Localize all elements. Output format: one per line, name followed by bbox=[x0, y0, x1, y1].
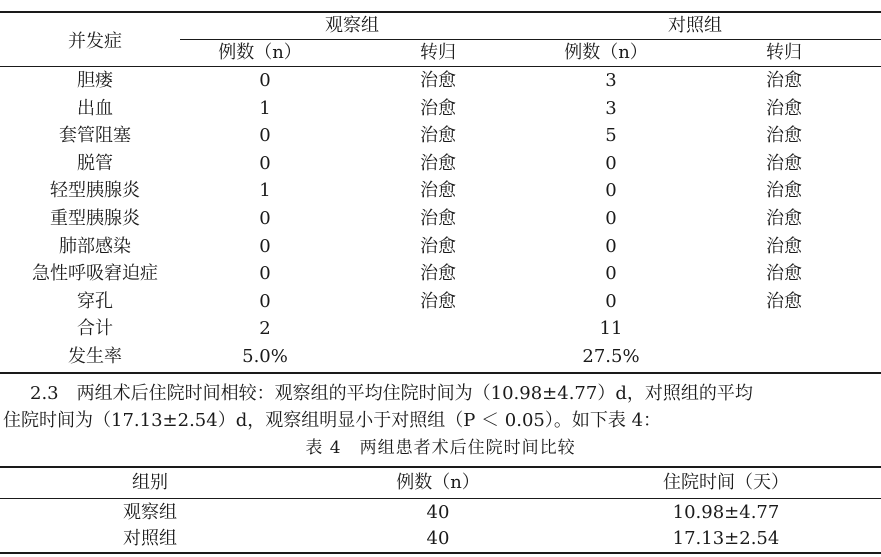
header-ctl-outcome: 转归 bbox=[766, 42, 802, 63]
table-cell-name: 穿孔 bbox=[77, 290, 113, 312]
table-cell-ctl-outcome: 治愈 bbox=[766, 97, 802, 119]
table4-cell-group: 对照组 bbox=[123, 528, 177, 549]
table-cell-ctl-outcome: 治愈 bbox=[766, 263, 802, 285]
table-cell-ctl-n: 3 bbox=[605, 97, 617, 119]
table-cell-ctl-n: 0 bbox=[605, 263, 617, 285]
table4-top-rule bbox=[0, 466, 881, 468]
rate-label: 发生率 bbox=[68, 346, 122, 367]
header-ctl-cases: 例数（n） bbox=[564, 42, 648, 63]
table-cell-ctl-outcome: 治愈 bbox=[766, 125, 802, 147]
table4-cell-time: 17.13±2.54 bbox=[672, 528, 780, 549]
total-ctl: 11 bbox=[599, 318, 623, 340]
table4-caption: 表 4 两组患者术后住院时间比较 bbox=[305, 438, 576, 458]
header-control-group: 对照组 bbox=[668, 15, 722, 36]
group-sub-rule bbox=[180, 39, 881, 40]
table-bottom-rule bbox=[0, 372, 881, 374]
table4-cell-cases: 40 bbox=[426, 528, 450, 549]
table-cell-obs-outcome: 治愈 bbox=[420, 180, 456, 202]
table4-bottom-rule bbox=[0, 552, 881, 554]
table-cell-ctl-n: 0 bbox=[605, 152, 617, 174]
table-cell-obs-outcome: 治愈 bbox=[420, 70, 456, 91]
table-cell-ctl-outcome: 治愈 bbox=[766, 208, 802, 229]
table-cell-obs-n: 1 bbox=[259, 97, 271, 119]
header-obs-cases: 例数（n） bbox=[218, 42, 302, 63]
table-cell-ctl-outcome: 治愈 bbox=[766, 290, 802, 312]
table-cell-name: 轻型胰腺炎 bbox=[50, 180, 140, 202]
table-cell-obs-outcome: 治愈 bbox=[420, 97, 456, 119]
table-cell-obs-n: 0 bbox=[259, 208, 271, 229]
table-cell-obs-n: 0 bbox=[259, 263, 271, 285]
table-cell-obs-n: 0 bbox=[259, 235, 271, 257]
table-cell-ctl-outcome: 治愈 bbox=[766, 152, 802, 174]
rate-obs: 5.0% bbox=[242, 346, 288, 367]
table-cell-ctl-n: 0 bbox=[605, 235, 617, 257]
table4-header-rule bbox=[0, 498, 881, 499]
table-cell-ctl-n: 3 bbox=[605, 70, 617, 91]
table-cell-ctl-n: 0 bbox=[605, 180, 617, 202]
table-cell-name: 重型胰腺炎 bbox=[50, 208, 140, 229]
table-cell-obs-outcome: 治愈 bbox=[420, 125, 456, 147]
header-obs-outcome: 转归 bbox=[420, 42, 456, 63]
table-cell-ctl-outcome: 治愈 bbox=[766, 70, 802, 91]
table-cell-ctl-n: 0 bbox=[605, 208, 617, 229]
table-cell-obs-n: 0 bbox=[259, 290, 271, 312]
paragraph-line-2: 住院时间为（17.13±2.54）d，观察组明显小于对照组（P ＜ 0.05）。如下表 4： bbox=[3, 410, 662, 431]
table-cell-name: 急性呼吸窘迫症 bbox=[32, 263, 158, 285]
table-cell-ctl-n: 0 bbox=[605, 290, 617, 312]
table4-cell-cases: 40 bbox=[426, 502, 450, 523]
table4-cell-time: 10.98±4.77 bbox=[672, 502, 780, 523]
table-cell-obs-n: 0 bbox=[259, 70, 271, 91]
header-observation-group: 观察组 bbox=[325, 15, 379, 36]
table-cell-ctl-n: 5 bbox=[605, 125, 617, 147]
table-cell-ctl-outcome: 治愈 bbox=[766, 235, 802, 257]
paragraph-line-1: 2.3 两组术后住院时间相较：观察组的平均住院时间为（10.98±4.77）d，对照组的平均 bbox=[30, 383, 753, 404]
total-label: 合计 bbox=[77, 318, 113, 340]
table-cell-name: 出血 bbox=[77, 97, 113, 119]
table-cell-obs-outcome: 治愈 bbox=[420, 290, 456, 312]
table-cell-obs-outcome: 治愈 bbox=[420, 235, 456, 257]
table-cell-ctl-outcome: 治愈 bbox=[766, 180, 802, 202]
table4-header-cases: 例数（n） bbox=[396, 472, 480, 493]
rate-ctl: 27.5% bbox=[582, 346, 640, 367]
table4-header-time: 住院时间（天） bbox=[663, 472, 789, 493]
table-cell-name: 胆瘘 bbox=[77, 70, 113, 91]
table-cell-name: 脱管 bbox=[77, 152, 113, 174]
header-complication: 并发症 bbox=[68, 31, 122, 52]
table-cell-obs-outcome: 治愈 bbox=[420, 152, 456, 174]
table-top-rule bbox=[0, 11, 881, 13]
header-bottom-rule bbox=[0, 66, 881, 67]
table4-cell-group: 观察组 bbox=[123, 502, 177, 523]
table-cell-obs-n: 1 bbox=[259, 180, 271, 202]
table-cell-obs-n: 0 bbox=[259, 152, 271, 174]
table4-header-group: 组别 bbox=[132, 472, 168, 493]
total-obs: 2 bbox=[259, 318, 271, 340]
table-cell-name: 套管阻塞 bbox=[59, 125, 131, 147]
table-cell-obs-n: 0 bbox=[259, 125, 271, 147]
table-cell-obs-outcome: 治愈 bbox=[420, 263, 456, 285]
table-cell-obs-outcome: 治愈 bbox=[420, 208, 456, 229]
table-cell-name: 肺部感染 bbox=[59, 235, 131, 257]
